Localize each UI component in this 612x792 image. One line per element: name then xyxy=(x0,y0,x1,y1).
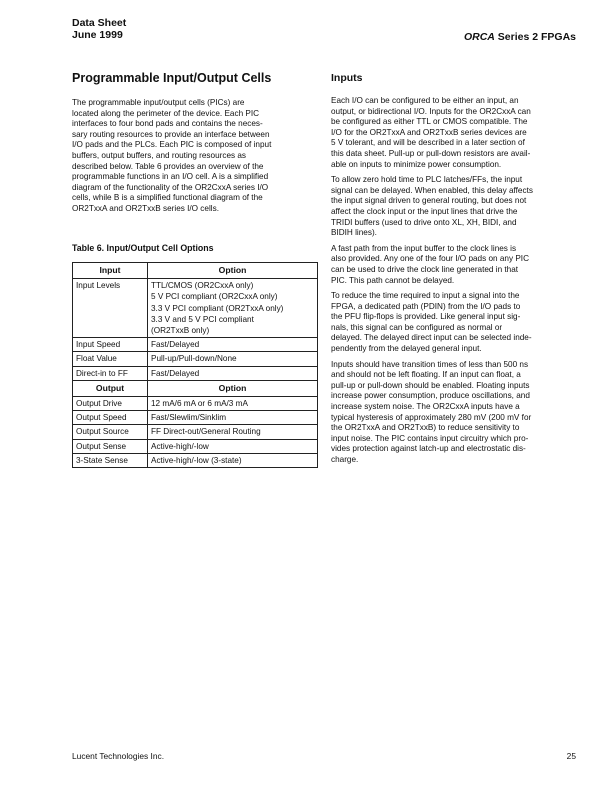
table-header-row xyxy=(73,263,318,279)
text-line: affect the clock input or the input lines that drive the xyxy=(331,206,518,216)
option-value: Active-high/-low xyxy=(151,441,209,451)
option-value: FF Direct-out/General Routing xyxy=(151,427,261,437)
text-line: TRIDI buffers (used to drive onto XL, XH, BIDI, and xyxy=(331,217,517,227)
text-line: sary routing resources to provide an interface between xyxy=(72,129,270,139)
text-line: signal can be delayed. When enabled, this delay affects xyxy=(331,185,533,195)
text-line: PIC. This path cannot be delayed. xyxy=(331,275,455,285)
table-row xyxy=(73,411,318,425)
table-caption: Table 6. Input/Output Cell Options xyxy=(72,243,214,253)
text-line: 5 V tolerant, and will be described in a later section of xyxy=(331,138,525,148)
paragraph xyxy=(331,360,581,466)
text-line: interfaces to four bond pads and contains the neces- xyxy=(72,119,263,129)
page-header-right xyxy=(464,31,576,43)
series-name: Series 2 FPGAs xyxy=(497,31,576,43)
text-line: able on inputs to minimize power consumption. xyxy=(331,159,502,169)
option-values xyxy=(148,397,318,411)
option-value: Fast/Delayed xyxy=(151,340,200,350)
doc-date: June 1999 xyxy=(72,29,123,41)
option-value: 5 V PCI compliant (OR2CxxA only) xyxy=(151,292,278,302)
text-line: buffers, output buffers, and routing resources as xyxy=(72,150,247,160)
text-line: charge. xyxy=(331,455,359,464)
column-header: Output xyxy=(73,380,148,396)
option-name: Input Levels xyxy=(73,279,148,338)
paragraph xyxy=(331,96,581,170)
table-row xyxy=(73,425,318,439)
text-line: Each I/O can be configured to be either an input, an xyxy=(331,96,519,105)
table-row xyxy=(73,397,318,411)
text-line: input noise. The PIC contains input circuitry which pro- xyxy=(331,433,529,443)
text-line: the PFU flip-flops is provided. Like general input sig- xyxy=(331,312,521,322)
text-line: BIDIH lines). xyxy=(331,228,377,238)
text-line: To reduce the time required to input a signal into the xyxy=(331,291,520,301)
text-line: this data sheet. Pull-up or pull-down resistors are avail- xyxy=(331,148,531,158)
footer-company: Lucent Technologies Inc. xyxy=(72,751,165,761)
column-header: Option xyxy=(148,263,318,279)
option-value: Pull-up/Pull-down/None xyxy=(151,354,237,364)
text-line: output, or bidirectional I/O. Inputs for the OR2CxxA can xyxy=(331,106,531,116)
text-line: pendently from the delayed general input. xyxy=(331,344,482,354)
option-value: Fast/Delayed xyxy=(151,368,200,378)
text-line: increase system noise. The OR2CxxA inputs have a xyxy=(331,402,520,412)
option-value: Fast/Slewlim/Sinklim xyxy=(151,413,227,423)
right-column xyxy=(331,96,581,471)
text-line: A fast path from the input buffer to the clock lines is xyxy=(331,243,517,253)
text-line: Inputs should have transition times of less than 500 ns xyxy=(331,359,529,369)
option-name: Direct-in to FF xyxy=(73,366,148,380)
text-line: nals, this signal can be configured as normal or xyxy=(331,322,503,332)
table-row xyxy=(73,439,318,453)
option-values xyxy=(148,411,318,425)
text-line: delayed. The delayed direct input can be selected inde- xyxy=(331,333,532,343)
text-line: FPGA, a dedicated path (PDIN) from the I/O pads to xyxy=(331,301,521,311)
option-name: Input Speed xyxy=(73,338,148,352)
text-line: typical hysteresis of approximately 280 mV (200 mV for xyxy=(331,412,532,422)
option-value: (OR2TxxB only) xyxy=(151,326,210,336)
paragraph xyxy=(72,98,322,215)
table-row xyxy=(73,338,318,352)
table-row xyxy=(73,366,318,380)
text-line: and should not be left floating. If an input can float, a xyxy=(331,370,521,380)
text-line: the input signal driven to general routing, but does not xyxy=(331,196,527,206)
option-values xyxy=(148,338,318,352)
text-line: vides protection against latch-up and electrostatic dis- xyxy=(331,444,526,454)
text-line: I/O pads and the PLCs. Each PIC is composed of input xyxy=(72,140,272,150)
text-line: OR2TxxA and OR2TxxB series I/O cells. xyxy=(72,203,219,213)
text-line: To allow zero hold time to PLC latches/FFs, the input xyxy=(331,175,523,185)
paragraph xyxy=(331,291,581,355)
option-values xyxy=(148,352,318,366)
page-header-left xyxy=(72,17,126,41)
text-line: pull-up or pull-down should be enabled. Floating inputs xyxy=(331,380,530,390)
column-header: Option xyxy=(148,380,318,396)
table-row xyxy=(73,453,318,467)
option-values xyxy=(148,439,318,453)
text-line: cells, while B is a simplified functional diagram of the xyxy=(72,193,263,203)
text-line: The programmable input/output cells (PICs) are xyxy=(72,98,245,107)
doc-type: Data Sheet xyxy=(72,17,127,29)
option-value: 12 mA/6 mA or 6 mA/3 mA xyxy=(151,399,248,409)
text-line: located along the perimeter of the device. Each PIC xyxy=(72,108,260,118)
paragraph xyxy=(331,244,581,286)
option-values xyxy=(148,279,318,338)
option-value: 3.3 V and 5 V PCI compliant xyxy=(151,314,254,324)
section-title: Programmable Input/Output Cells xyxy=(72,71,272,85)
option-name: Output Drive xyxy=(73,397,148,411)
option-name: Output Sense xyxy=(73,439,148,453)
option-values xyxy=(148,366,318,380)
table-row xyxy=(73,279,318,338)
text-line: described below. Table 6 provides an overview of the xyxy=(72,161,264,171)
option-name: Output Source xyxy=(73,425,148,439)
inputs-title: Inputs xyxy=(331,72,363,84)
text-line: can be used to drive the clock line generated in that xyxy=(331,264,519,274)
text-line: I/O for the OR2TxxA and OR2TxxB series devices are xyxy=(331,127,527,137)
option-value: Active-high/-low (3-state) xyxy=(151,455,242,465)
text-line: diagram of the functionality of the OR2CxxA series I/O xyxy=(72,182,269,192)
paragraph xyxy=(331,175,581,239)
column-header: Input xyxy=(73,263,148,279)
option-name: 3-State Sense xyxy=(73,453,148,467)
text-line: the OR2TxxA and OR2TxxB) to reduce sensitivity to xyxy=(331,423,520,433)
option-name: Float Value xyxy=(73,352,148,366)
brand-name: ORCA xyxy=(463,31,495,43)
option-value: TTL/CMOS (OR2CxxA only) xyxy=(151,281,254,291)
left-column xyxy=(72,98,322,220)
io-options-table xyxy=(72,262,318,468)
text-line: increase power consumption, produce oscillations, and xyxy=(331,391,530,401)
table-header-row xyxy=(73,380,318,396)
text-line: programmable functions in an I/O cell. A is a simplified xyxy=(72,172,269,182)
option-values xyxy=(148,425,318,439)
text-line: also provided. Any one of the four I/O pads on any PIC xyxy=(331,254,529,264)
page-number: 25 xyxy=(566,751,576,761)
option-value: 3.3 V PCI compliant (OR2TxxA only) xyxy=(151,303,284,313)
text-line: be configured as either TTL or CMOS compatible. The xyxy=(331,117,528,127)
table-row xyxy=(73,352,318,366)
option-values xyxy=(148,453,318,467)
option-name: Output Speed xyxy=(73,411,148,425)
